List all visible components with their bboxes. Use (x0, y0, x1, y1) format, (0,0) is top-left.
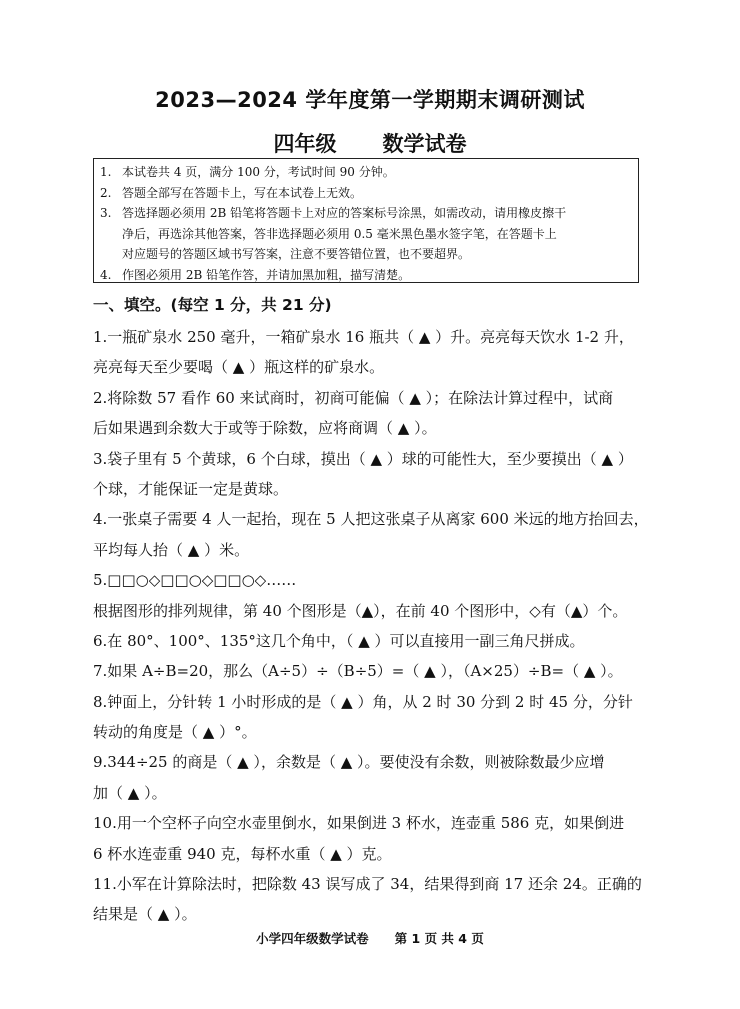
instruction-item (100, 203, 632, 265)
question-line: 5.□□○◇□□○◇□□○◇…… (93, 571, 297, 590)
question-line: 6 杯水连壶重 940 克，每杯水重（ ▲ ）克。 (93, 844, 392, 863)
instruction-number: 1. (100, 165, 112, 179)
instruction-text: 净后，再选涂其他答案，答非选择题必须用 0.5 毫米黑色墨水签字笔，在答题卡上 (122, 226, 557, 241)
footer-exam-name: 小学四年级数学试卷 (256, 931, 369, 946)
question-line: 加（ ▲ ）。 (93, 783, 167, 802)
question-line: 6.在 80°、100°、135°这几个角中，（ ▲ ）可以直接用一副三角尺拼成。 (93, 631, 585, 650)
question-list (93, 322, 655, 930)
exam-title: 2023—2024 学年度第一学期期末调研测试 (155, 88, 585, 112)
instruction-item (100, 265, 632, 286)
question-line: 平均每人抬（ ▲ ）米。 (93, 540, 250, 559)
footer-page-number: 第 1 页 共 4 页 (394, 931, 484, 946)
question-line: 后如果遇到余数大于或等于除数，应将商调（ ▲ ）。 (93, 419, 437, 438)
instruction-text: 对应题号的答题区域书写答案，注意不要答错位置，也不要超界。 (122, 247, 471, 261)
question-line: 转动的角度是（ ▲ ）°。 (93, 723, 257, 742)
instruction-number: 3. (100, 206, 112, 220)
question-line: 2.将除数 57 看作 60 来试商时，初商可能偏（ ▲ ）；在除法计算过程中，试商 (93, 388, 614, 407)
subject-label: 数学试卷 (382, 132, 467, 156)
question-line: 1.一瓶矿泉水 250 毫升，一箱矿泉水 16 瓶共（ ▲ ）升。亮亮每天饮水 1-2 升， (93, 328, 634, 346)
question-line: 9.344÷25 的商是（ ▲ ），余数是（ ▲ ）。要使没有余数，则被除数最少应增 (93, 753, 605, 772)
question-line: 11.小军在计算除法时，把除数 43 误写成了 34，结果得到商 17 还余 24。正确的 (93, 875, 642, 894)
question-line: 10.用一个空杯子向空水壶里倒水，如果倒进 3 杯水，连壶重 586 克，如果倒进 (93, 814, 625, 833)
question-line: 4.一张桌子需要 4 人一起抬，现在 5 人把这张桌子从离家 600 米远的地方抬回去， (93, 510, 649, 529)
question-line: 7.如果 A÷B=20，那么（A÷5）÷（B÷5）=（ ▲ ），（A×25）÷B=（ ▲ ）。 (93, 662, 623, 681)
instruction-text: 答题全部写在答题卡上，写在本试卷上无效。 (122, 185, 363, 200)
question-line: 8.钟面上，分针转 1 小时形成的是（ ▲ ）角，从 2 时 30 分到 2 时 45 分，分针 (93, 692, 633, 711)
instruction-number: 2. (100, 185, 112, 200)
question-line: 根据图形的排列规律，第 40 个图形是（▲），在前 40 个图形中，◇有（▲）个。 (93, 601, 628, 620)
page-footer (0, 929, 740, 947)
exam-subtitle (0, 128, 740, 158)
instruction-text: 本试卷共 4 页，满分 100 分，考试时间 90 分钟。 (122, 165, 395, 179)
question-line: 个球，才能保证一定是黄球。 (93, 479, 289, 498)
instruction-text: 答选择题必须用 2B 铅笔将答题卡上对应的答案标号涂黑，如需改动，请用橡皮擦干 (122, 206, 567, 220)
instruction-item (100, 162, 632, 183)
instruction-item (100, 183, 632, 204)
grade-label: 四年级 (273, 132, 337, 156)
question-line: 结果是（ ▲ ）。 (93, 905, 197, 924)
instruction-text: 作图必须用 2B 铅笔作答，并请加黑加粗，描写清楚。 (122, 267, 411, 282)
question-line: 亮亮每天至少要喝（ ▲ ）瓶这样的矿泉水。 (93, 358, 385, 377)
question-line: 3.袋子里有 5 个黄球，6 个白球，摸出（ ▲ ）球的可能性大，至少要摸出（ ▲ ） (93, 449, 633, 468)
instruction-number: 4. (100, 267, 112, 282)
instructions-box (93, 158, 639, 283)
section-heading: 一、填空。(每空 1 分，共 21 分) (93, 296, 332, 314)
